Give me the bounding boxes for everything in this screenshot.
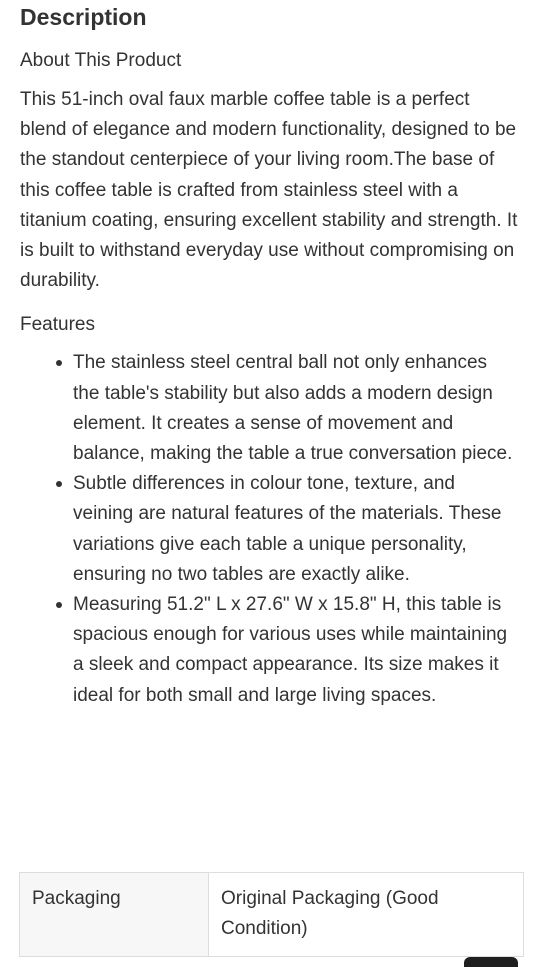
feature-item — [73, 469, 520, 590]
feature-item — [73, 348, 520, 469]
feature-text: Subtle differences in colour tone, texture, and veining are natural features of the materials. These variations give each table a unique personality, ensuring no two tables are exactly alike. — [73, 473, 502, 585]
bullet-icon — [56, 360, 62, 366]
features-list — [20, 348, 520, 710]
table-row — [20, 873, 524, 957]
description-title: Description — [20, 4, 147, 30]
spec-value-packaging: Original Packaging (Good Condition) — [209, 873, 524, 957]
feature-item — [73, 590, 520, 711]
feature-text: The stainless steel central ball not only enhances the table's stability but also adds a modern design element. It creates a sense of movement and balance, making the table a true conversation piece. — [73, 352, 513, 465]
spec-key-packaging: Packaging — [20, 873, 209, 957]
feature-text: Measuring 51.2" L x 27.6" W x 15.8" H, this table is spacious enough for various uses while maintaining a sleek and compact appearance. Its size makes it ideal for both small and large living spaces. — [73, 594, 508, 706]
features-heading: Features — [20, 314, 95, 336]
product-description-paragraph: This 51-inch oval faux marble coffee table is a perfect blend of elegance and modern functionality, designed to be the standout centerpiece of your living room.The base of this coffee table is crafted from stainless steel with a titanium coating, ensuring excellent stability and strength. It is built to withstand everyday use without compromising on durability. — [20, 89, 518, 292]
item-specifics-table — [19, 872, 524, 957]
floating-action-tab[interactable] — [464, 957, 518, 967]
bullet-icon — [56, 481, 62, 487]
about-product-heading: About This Product — [20, 50, 182, 71]
bullet-icon — [56, 602, 62, 608]
